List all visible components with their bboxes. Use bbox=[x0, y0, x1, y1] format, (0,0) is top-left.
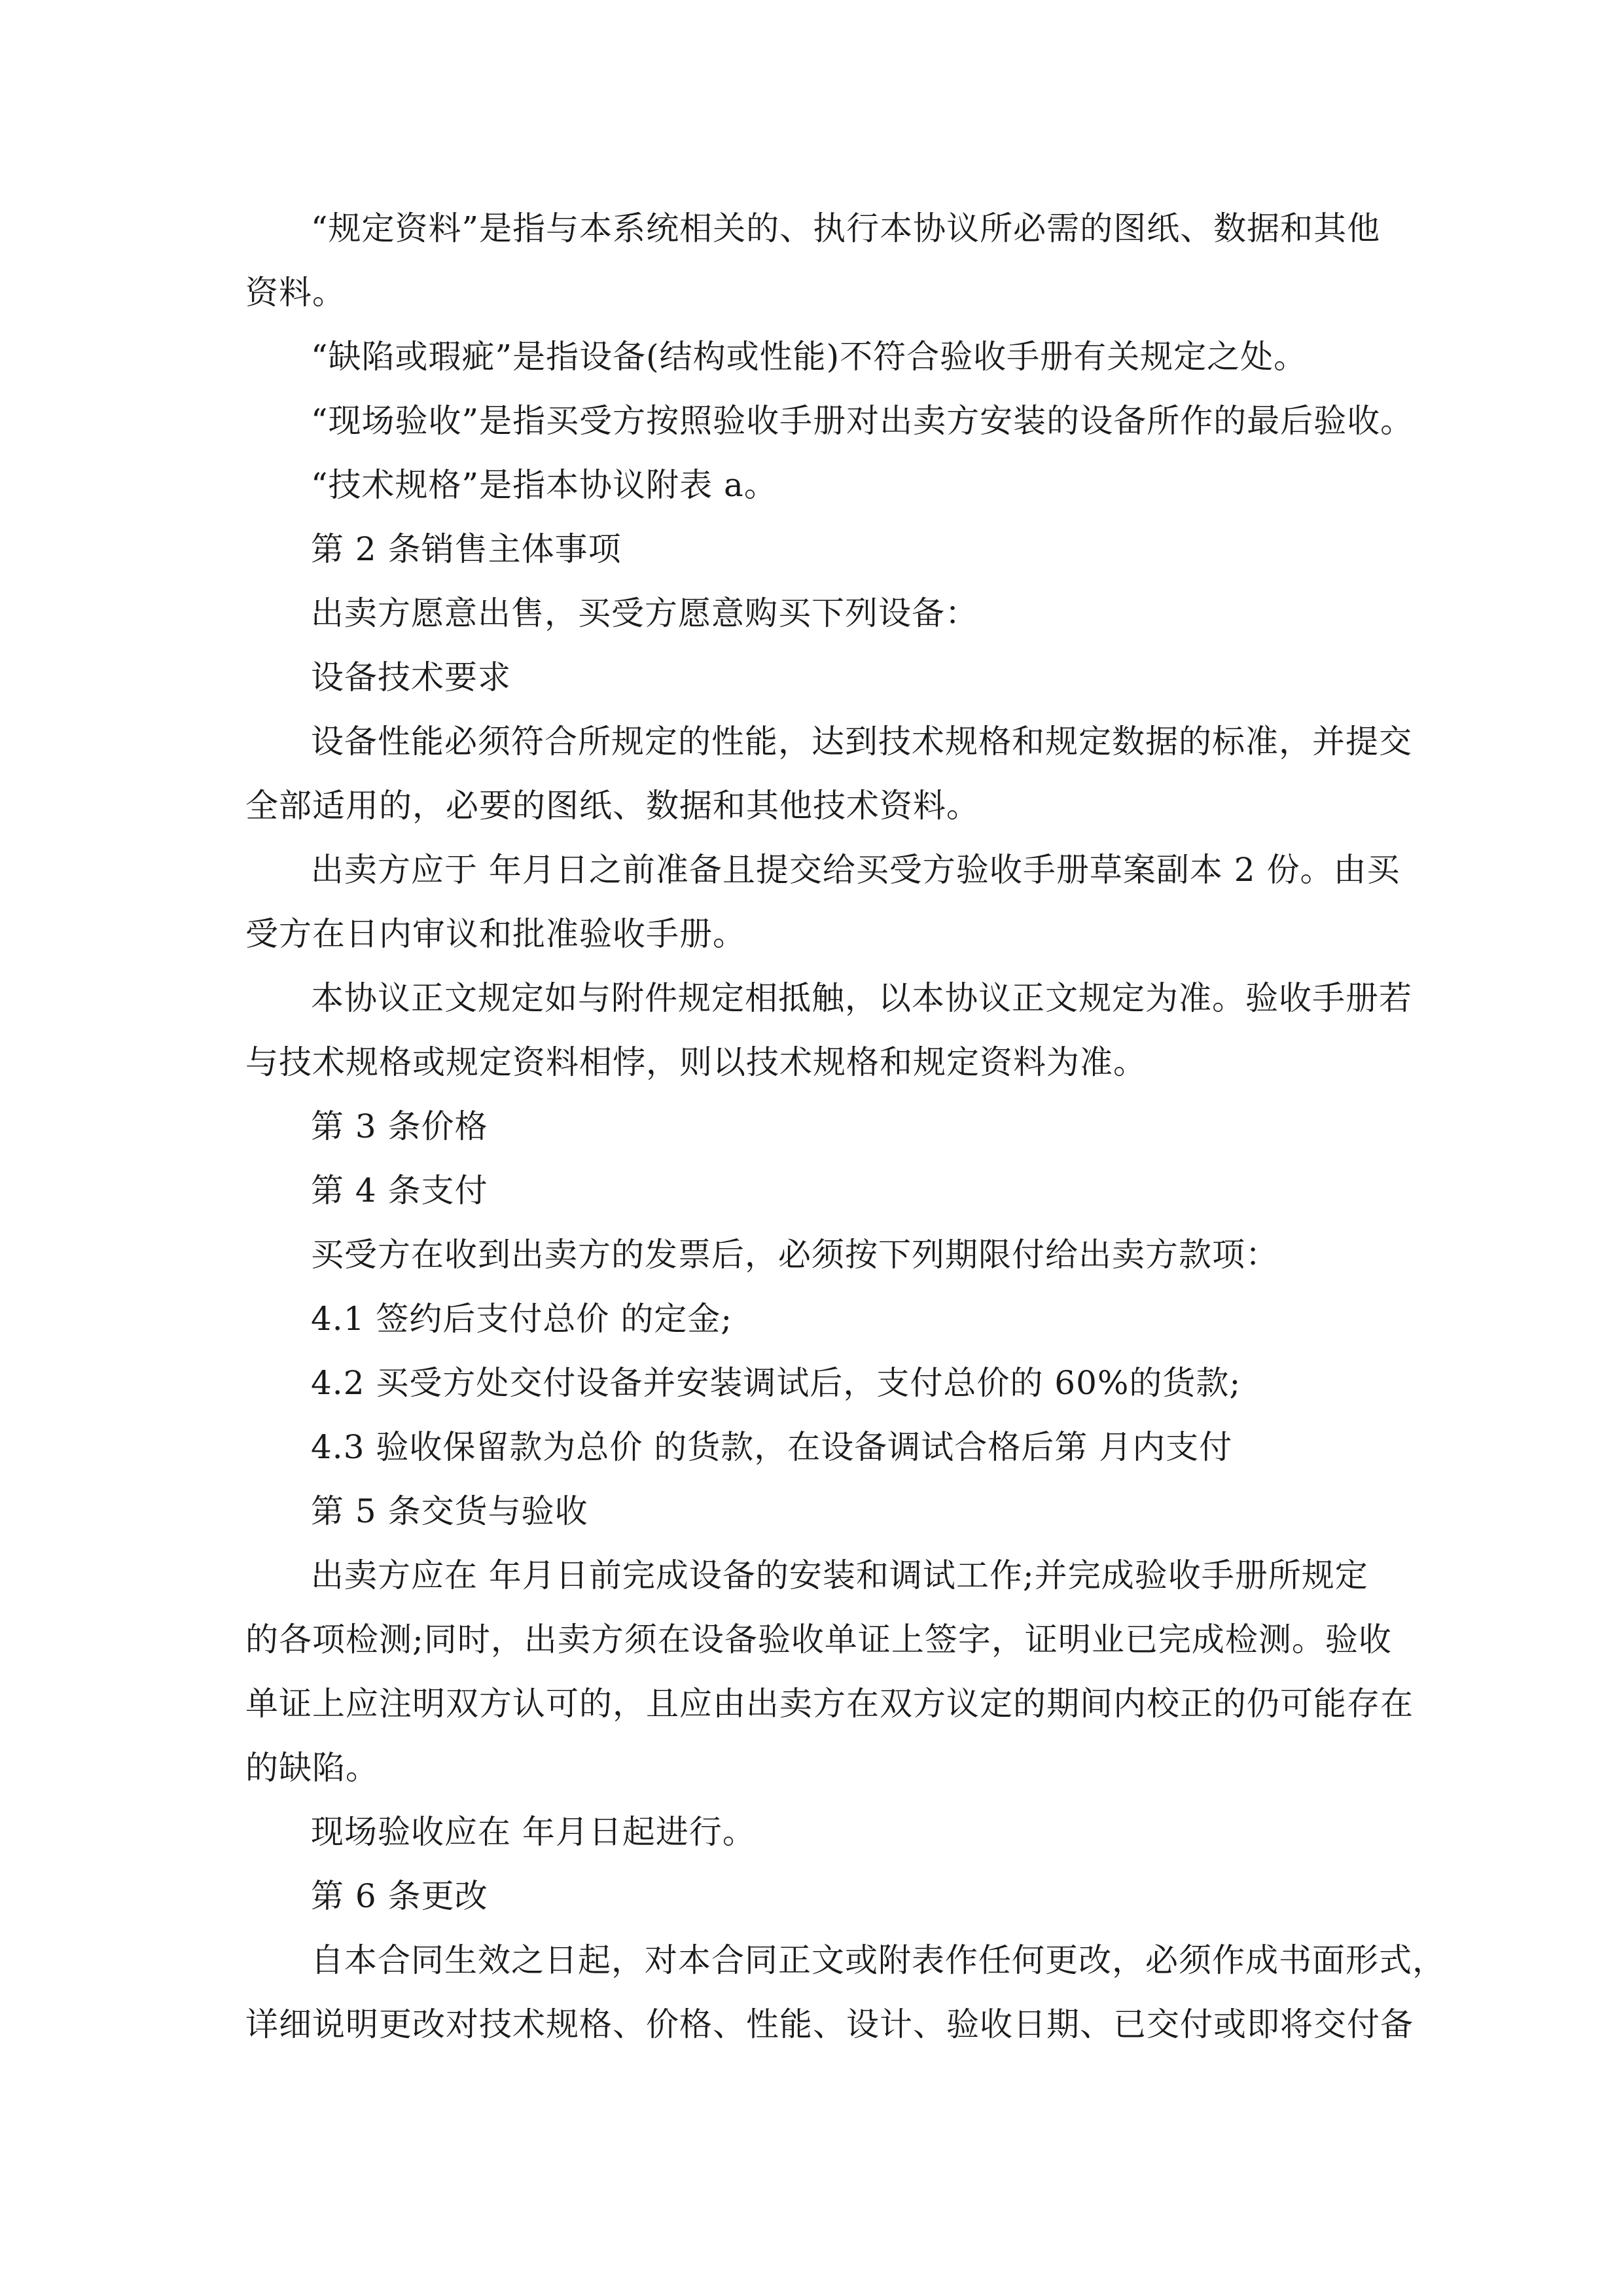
text-line-25: 的缺陷。 bbox=[245, 1749, 379, 1787]
section-heading-5: 第 5 条交货与验收 bbox=[311, 1492, 588, 1530]
section-heading-3: 第 3 条价格 bbox=[311, 1107, 488, 1145]
text-line-17: 买受方在收到出卖方的发票后，必须按下列期限付给出卖方款项： bbox=[311, 1236, 1279, 1274]
text-line-5: “技术规格”是指本协议附表 a。 bbox=[311, 466, 777, 504]
text-line-9: 设备性能必须符合所规定的性能，达到技术规格和规定数据的标准，并提交 bbox=[311, 723, 1412, 761]
text-line-28: 自本合同生效之日起，对本合同正文或附表作任何更改，必须作成书面形式， bbox=[311, 1941, 1446, 1979]
text-line-22: 出卖方应在 年月日前完成设备的安装和调试工作;并完成验收手册所规定 bbox=[311, 1556, 1368, 1594]
section-heading-6: 第 6 条更改 bbox=[311, 1877, 488, 1915]
text-line-3: “缺陷或瑕疵”是指设备(结构或性能)不符合验收手册有关规定之处。 bbox=[311, 338, 1308, 376]
text-line-4: “现场验收”是指买受方按照验收手册对出卖方安装的设备所作的最后验收。 bbox=[311, 402, 1414, 440]
section-heading-4: 第 4 条支付 bbox=[311, 1172, 488, 1210]
text-line-13: 本协议正文规定如与附件规定相抵触，以本协议正文规定为准。验收手册若 bbox=[311, 979, 1412, 1017]
text-line-2: 资料。 bbox=[245, 274, 346, 312]
text-line-23: 的各项检测;同时，出卖方须在设备验收单证上签字，证明业已完成检测。验收 bbox=[245, 1621, 1392, 1659]
text-line-29: 详细说明更改对技术规格、价格、性能、设计、验收日期、已交付或即将交付备 bbox=[245, 2005, 1414, 2043]
list-item-4-1: 4.1 签约后支付总价 的定金; bbox=[311, 1300, 733, 1338]
text-line-10: 全部适用的，必要的图纸、数据和其他技术资料。 bbox=[245, 787, 980, 825]
text-line-14: 与技术规格或规定资料相悖，则以技术规格和规定资料为准。 bbox=[245, 1043, 1147, 1081]
text-line-24: 单证上应注明双方认可的，且应由出卖方在双方议定的期间内校正的仍可能存在 bbox=[245, 1685, 1414, 1723]
text-line-26: 现场验收应在 年月日起进行。 bbox=[311, 1813, 756, 1851]
document-page bbox=[245, 196, 1446, 2056]
text-line-7: 出卖方愿意出售，买受方愿意购买下列设备： bbox=[311, 594, 978, 632]
subheading-equipment-requirements: 设备技术要求 bbox=[311, 658, 511, 696]
list-item-4-3: 4.3 验收保留款为总价 的货款，在设备调试合格后第 月内支付 bbox=[311, 1428, 1233, 1466]
text-line-1: “规定资料”是指与本系统相关的、执行本协议所必需的图纸、数据和其他 bbox=[311, 209, 1381, 247]
list-item-4-2: 4.2 买受方处交付设备并安装调试后，支付总价的 60%的货款; bbox=[311, 1364, 1241, 1402]
text-line-11: 出卖方应于 年月日之前准备且提交给买受方验收手册草案副本 2 份。由买 bbox=[311, 851, 1400, 889]
text-line-12: 受方在日内审议和批准验收手册。 bbox=[245, 915, 746, 953]
section-heading-2: 第 2 条销售主体事项 bbox=[311, 530, 622, 568]
